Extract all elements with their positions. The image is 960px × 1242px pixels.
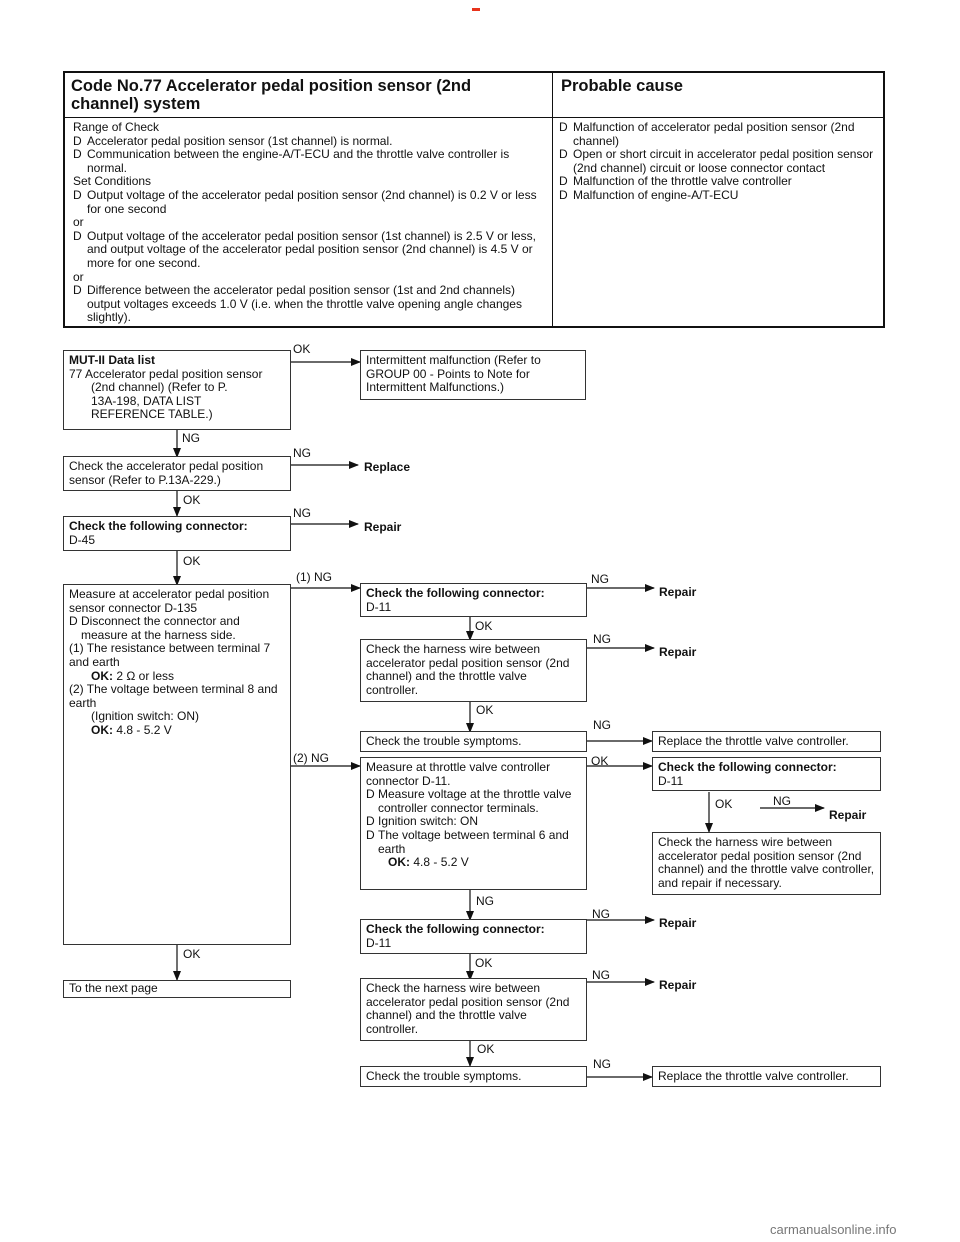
ng-label: NG [773,794,791,808]
ok-label: OK [475,619,493,633]
repair-action: Repair [659,645,697,659]
ng-label: NG [592,968,610,982]
watermark: carmanualsonline.info [770,1222,897,1237]
check-connector-d11-box-2: Check the following connector: D-11 [360,919,587,954]
range-item: D Communication between the engine-A/T-ECU and the throttle valve controller is normal. [73,147,510,175]
measure-tvc-connector-box: Measure at throttle valve controller connector D-11. D Measure voltage at the throttle valve controller connector terminals. D Ignition switch: ON D The voltage between terminal 6 and earth OK: 4.8 - 5.2 V [360,757,587,890]
intermittent-malfunction-box: Intermittent malfunction (Refer to GROUP 00 - Points to Note for Intermittent Malfunctions.) [360,350,586,400]
or-text: or [73,215,84,230]
cause-item: D Malfunction of the throttle valve controller [559,174,792,189]
ng-label: NG [182,431,200,445]
check-sensor-box: Check the accelerator pedal position sensor (Refer to P.13A-229.) [63,456,291,491]
or-text: or [73,269,84,284]
set-item: D Difference between the accelerator pedal position sensor (1st and 2nd channels) output voltages exceeds 1.0 V (i.e. when the throttle valve opening angle changes slightly). [73,283,522,325]
ok-label: OK [477,1042,495,1056]
ok-label: OK [475,956,493,970]
repair-action: Repair [659,978,697,992]
repair-action: Repair [659,585,697,599]
ok-label: OK [183,554,201,568]
ng-label: NG [591,572,609,586]
check-connector-d11-box: Check the following connector: D-11 [360,583,587,617]
code-title: Code No.77 Accelerator pedal position sensor (2nd channel) system [71,77,472,113]
repair-action: Repair [659,916,697,930]
ng2-label: (2) NG [293,751,329,765]
ng-label: NG [293,506,311,520]
cause-item: D Malfunction of engine-A/T-ECU [559,187,739,202]
measure-sensor-connector-box: Measure at accelerator pedal position sensor connector D-135 D Disconnect the connector and measure at the harness side. (1) The resistance between terminal 7 and earth OK: 2 Ω or less (2) The voltage between terminal 8 and earth (Ignition switch: ON) OK: 4.8 - 5.2 V [63,584,291,945]
set-conditions-label: Set Conditions [73,174,152,189]
replace-tvc-box-2: Replace the throttle valve controller. [652,1066,881,1087]
ng-label: NG [476,894,494,908]
ok-label: OK [183,493,201,507]
set-item: D Output voltage of the accelerator pedal position sensor (1st channel) is 2.5 V or less, and output voltage of the accelerator pedal position sensor (2nd channel) is 4.5 V or more for one second. [73,228,536,270]
set-item: D Output voltage of the accelerator pedal position sensor (2nd channel) is 0.2 V or less for one second [73,187,537,216]
ng-label: NG [593,718,611,732]
probable-cause-title: Probable cause [561,77,683,95]
trouble-symptoms-box: Check the trouble symptoms. [360,731,587,752]
ng-label: NG [593,632,611,646]
repair-action: Repair [364,520,402,534]
cause-item: D Malfunction of accelerator pedal position sensor (2nd channel) [559,120,855,148]
ok-label: OK [591,754,609,768]
trouble-symptoms-box-2: Check the trouble symptoms. [360,1066,587,1087]
ng-label: NG [593,1057,611,1071]
harness-check-box-2: Check the harness wire between accelerator pedal position sensor (2nd channel) and the throttle valve controller. [360,978,587,1041]
ok-label: OK [293,342,311,356]
replace-tvc-box: Replace the throttle valve controller. [652,731,881,752]
ng1-label: (1) NG [296,570,332,584]
range-of-check-label: Range of Check [73,120,160,134]
repair-action: Repair [829,808,867,822]
check-connector-d11-box-3: Check the following connector: D-11 [652,757,881,791]
cause-item: D Open or short circuit in accelerator pedal position sensor (2nd channel) circuit or loose connector contact [559,147,874,175]
ng-label: NG [592,907,610,921]
ok-label: OK [715,797,733,811]
harness-repair-box: Check the harness wire between accelerator pedal position sensor (2nd channel) and the throttle valve controller, and repair if necessary. [652,832,881,895]
next-page-box: To the next page [63,980,291,998]
check-connector-d45-box: Check the following connector: D-45 [63,516,291,551]
mut-data-list-box: MUT-II Data list 77 Accelerator pedal position sensor (2nd channel) (Refer to P. 13A-198, DATA LIST REFERENCE TABLE.) [63,350,291,430]
replace-action: Replace [364,460,411,474]
harness-check-box: Check the harness wire between accelerator pedal position sensor (2nd channel) and the throttle valve controller. [360,639,587,702]
ng-label: NG [293,446,311,460]
ok-label: OK [183,947,201,961]
ok-label: OK [476,703,494,717]
range-item: D Accelerator pedal position sensor (1st channel) is normal. [73,133,393,148]
